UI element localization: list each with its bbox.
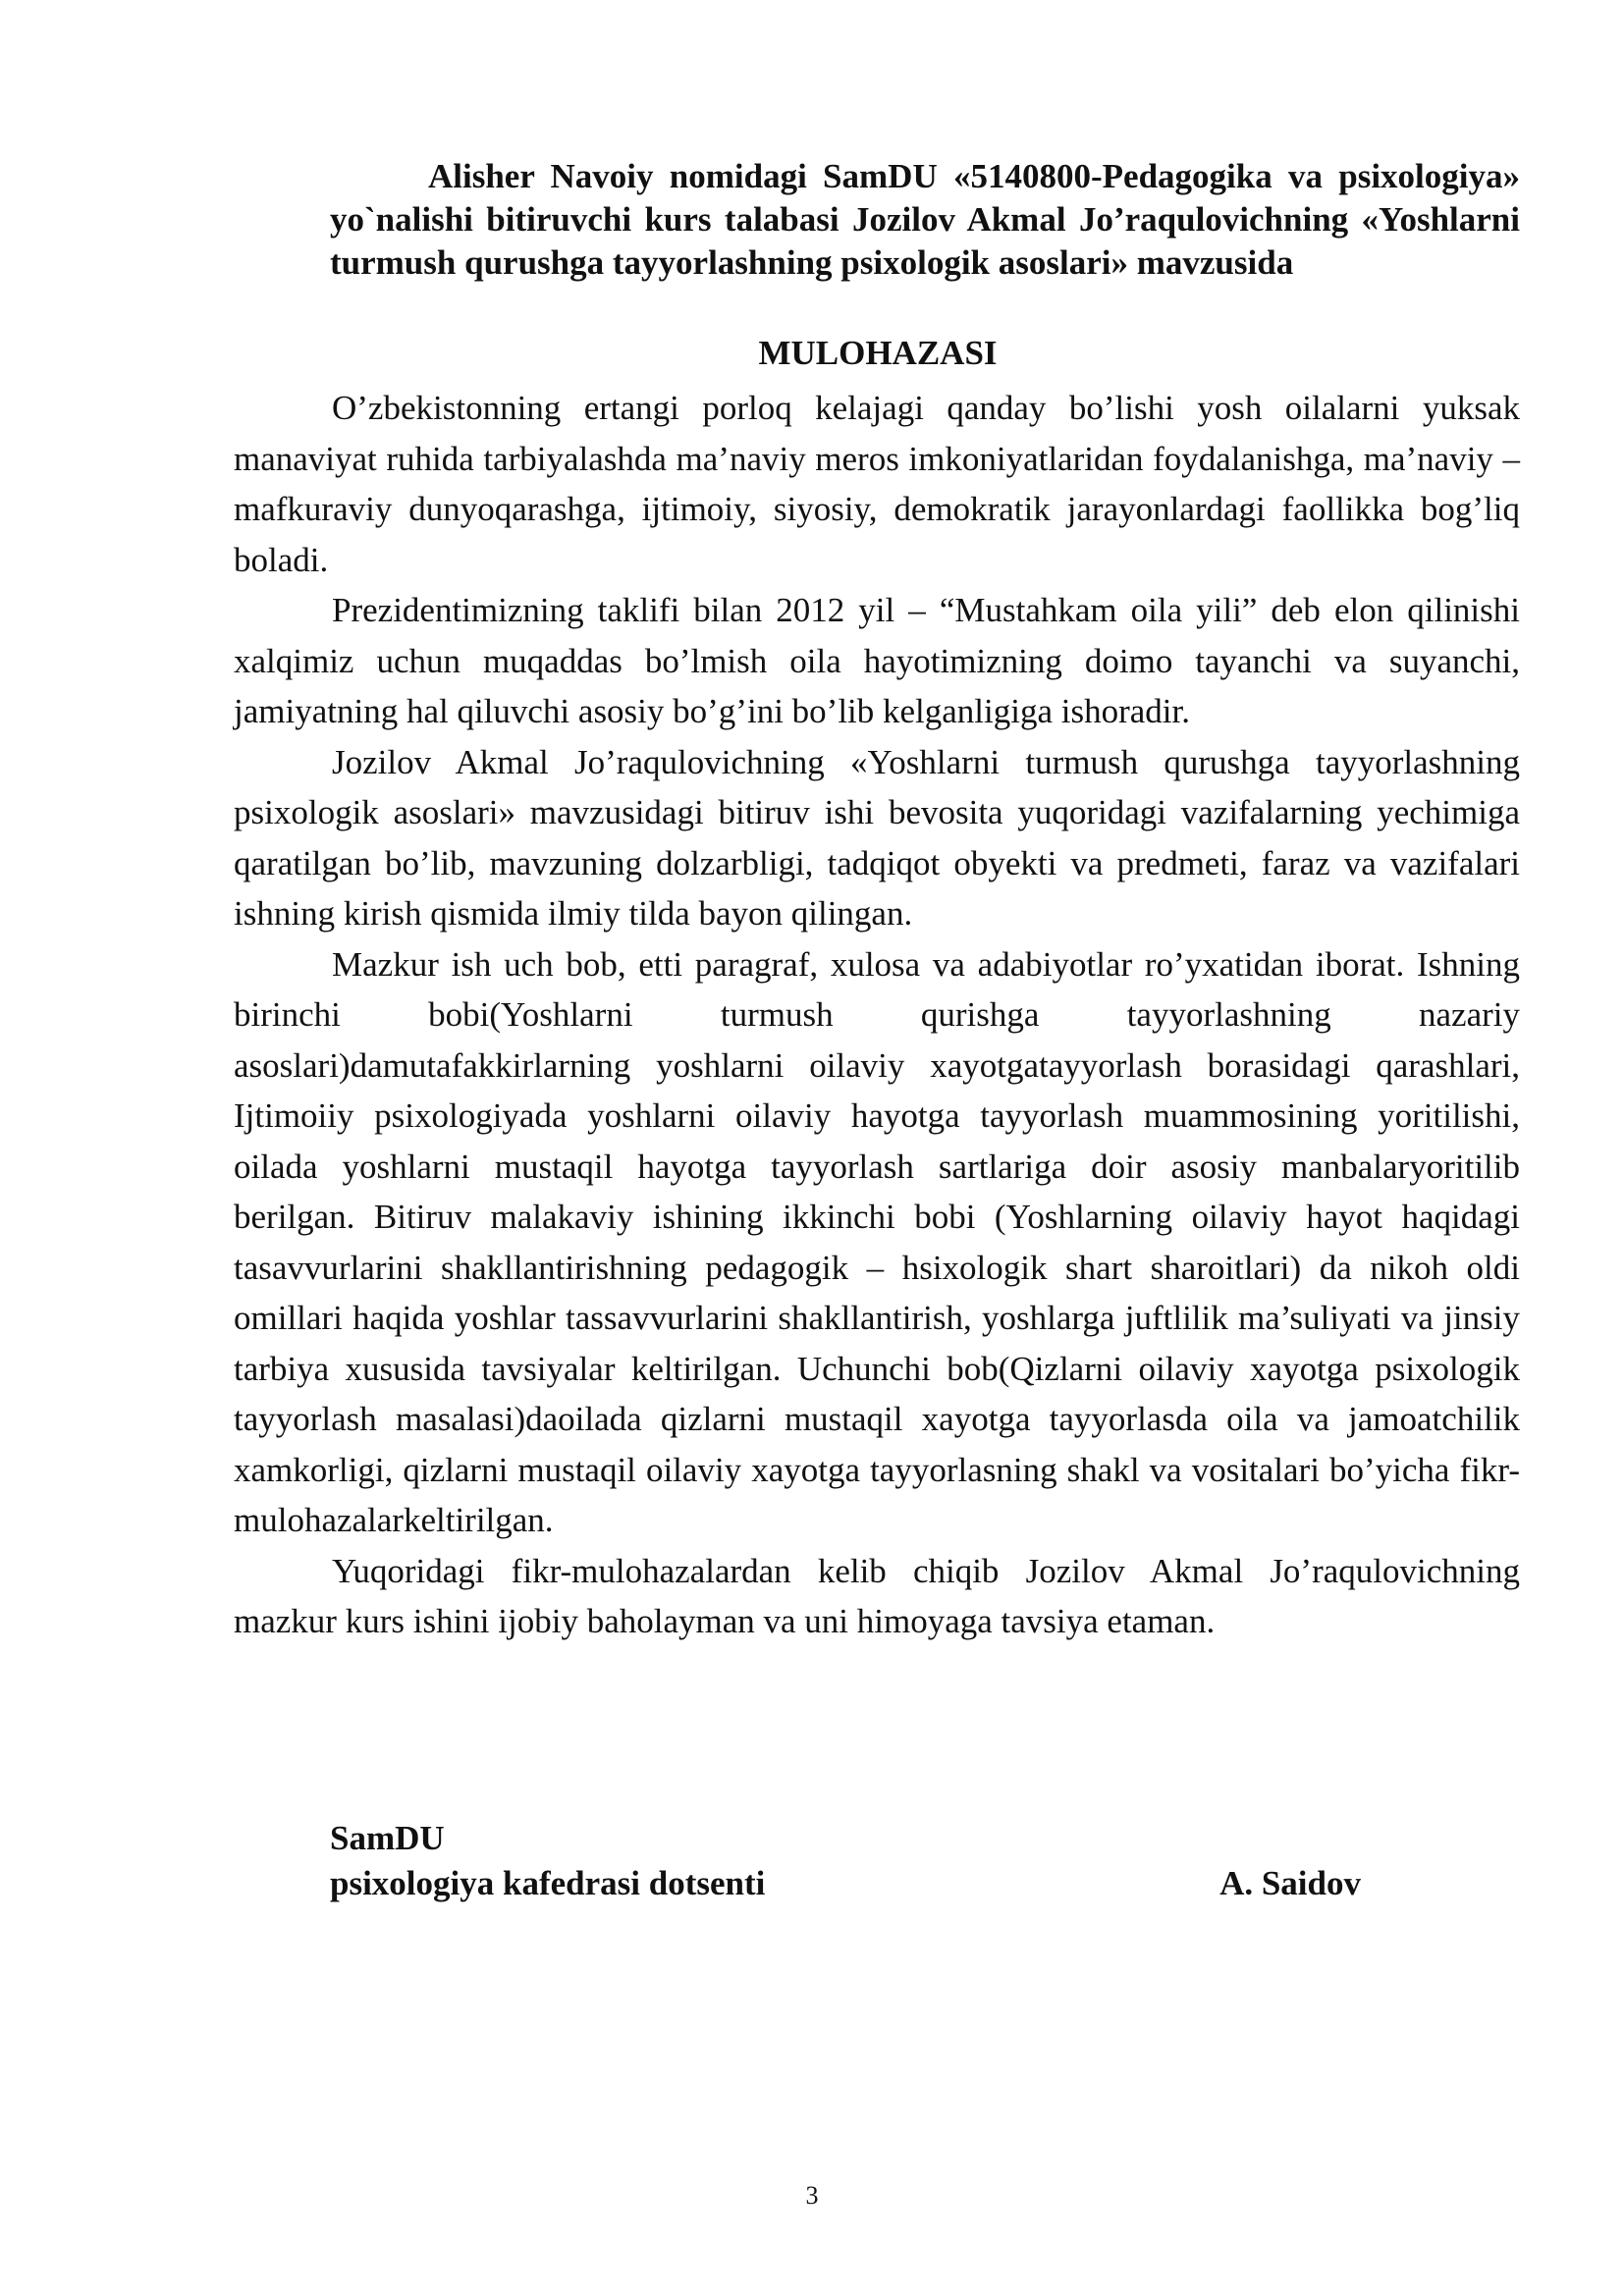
- paragraph-1: O’zbekistonning ertangi porloq kelajagi qanday bo’lishi yosh oilalarni yuksak manaviyat ruhida tarbiyalashda ma’naviy meros imkoniyatlaridan foydalanishga, ma’naviy – mafkuraviy dunyoqarashga, ijtimoiy, siyosiy, demokratik jarayonlardagi faollikka bog’liq boladi.: [234, 389, 1520, 579]
- page-number: 3: [805, 2181, 819, 2210]
- signature-row: [330, 1861, 1361, 1906]
- signature-institution: SamDU: [330, 1819, 445, 1857]
- signature-block: [330, 1816, 1361, 1906]
- document-title: MULOHAZASI: [758, 334, 998, 372]
- review-heading: Alisher Navoiy nomidagi SamDU «5140800-Pedagogika va psixologiya» yo`nalishi bitiruvchi kurs talabasi Jozilov Akmal Jo’raqulovichning «Yoshlarni turmush qurushga tayyorlashning psixologik asoslari» mavzusida: [330, 157, 1520, 282]
- review-body: [234, 383, 1520, 1647]
- paragraph-5: Yuqoridagi fikr-mulohazalardan kelib chiqib Jozilov Akmal Jo’raqulovichning mazkur kurs ishini ijobiy baholayman va uni himoyaga tavsiya etaman.: [234, 1551, 1520, 1640]
- paragraph-2: Prezidentimizning taklifi bilan 2012 yil – “Mustahkam oila yili” deb elon qilinishi xalqimiz uchun muqaddas bo’lmish oila hayotimizning doimo tayanchi va suyanchi, jamiyatning hal qiluvchi asosiy bo’g’ini bo’lib kelganligiga ishoradir.: [234, 591, 1520, 730]
- paragraph-4: Mazkur ish uch bob, etti paragraf, xulosa va adabiyotlar ro’yxatidan iborat. Ishning birinchi bobi(Yoshlarni turmush qurishga tayyorlashning nazariy asoslari)damutafakkirlarning yoshlarni oilaviy xayotgatayyorlash borasidagi qarashlari, Ijtimoiiy psixologiyada yoshlarni oilaviy hayotga tayyorlash muammosining yoritilishi, oilada yoshlarni mustaqil hayotga tayyorlash sartlariga doir asosiy manbalaryoritilib berilgan. Bitiruv malakaviy ishining ikkinchi bobi (Yoshlarning oilaviy hayot haqidagi tasavvurlarini shakllantirishning pedagogik – hsixologik shart sharoitlari) da nikoh oldi omillari haqida yoshlar tassavvurlarini shakllantirish, yoshlarga juftlilik ma’suliyati va jinsiy tarbiya xususida tavsiyalar keltirilgan. Uchunchi bob(Qizlarni oilaviy xayotga psixologik tayyorlash masalasi)daoilada qizlarni mustaqil xayotga tayyorlasda oila va jamoatchilik xamkorligi, qizlarni mustaqil oilaviy xayotga tayyorlasning shakl va vositalari bo’yicha fikr-mulohazalarkeltirilgan.: [234, 944, 1520, 1539]
- signature-position: psixologiya kafedrasi dotsenti: [330, 1864, 766, 1902]
- paragraph-3: Jozilov Akmal Jo’raqulovichning «Yoshlarni turmush qurushga tayyorlashning psixologik asoslari» mavzusidagi bitiruv ishi bevosita yuqoridagi vazifalarning yechimiga qaratilgan bo’lib, mavzuning dolzarbligi, tadqiqot obyekti va predmeti, faraz va vazifalari ishning kirish qismida ilmiy tilda bayon qilingan.: [234, 742, 1520, 933]
- signature-name: A. Saidov: [1219, 1864, 1361, 1902]
